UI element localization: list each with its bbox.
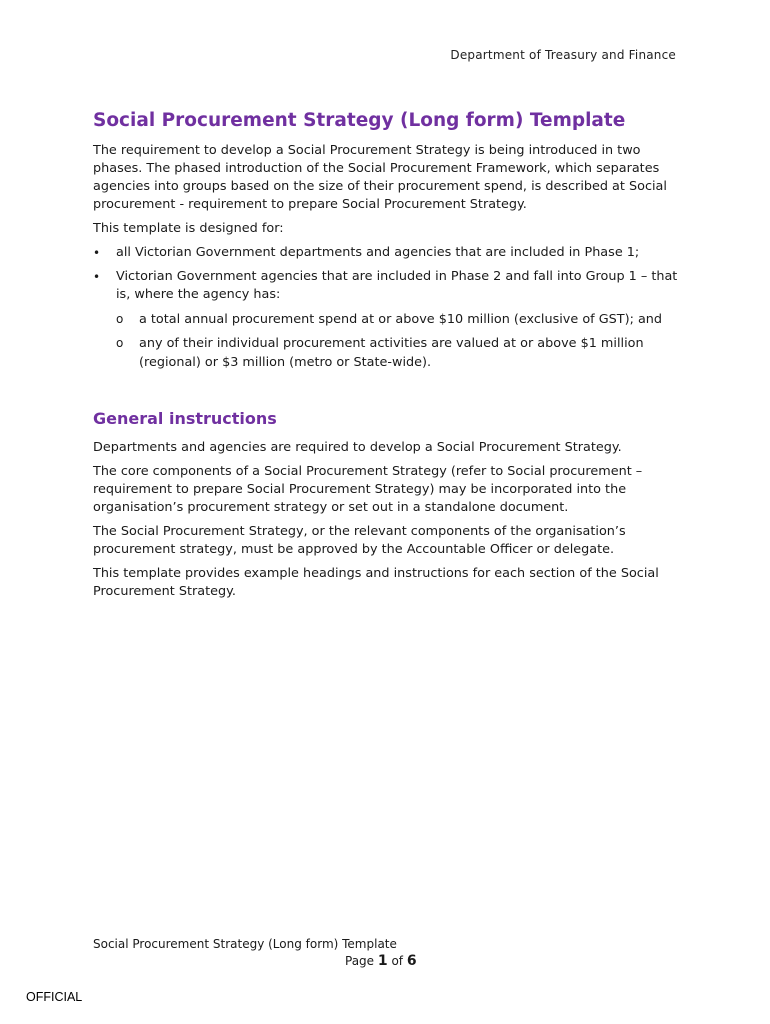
sub-bullet-list: [116, 310, 678, 372]
intro-paragraph: The requirement to develop a Social Procurement Strategy is being introduced in two phases. The phased introduction of the Social Procurement Framework, which separates agencies into groups based on the size of their procurement spend, is described at Social procurement - requirement to prepare Social Procurement Strategy.: [93, 143, 667, 212]
document-body: [93, 108, 678, 607]
header-department: Department of Treasury and Finance: [450, 48, 676, 62]
page-total: 6: [406, 953, 417, 969]
section-spacer: [93, 378, 678, 408]
bullet-item: [93, 244, 678, 262]
page-of: of: [391, 954, 404, 968]
sub-bullet-marker: o: [116, 336, 124, 350]
instructions-paragraph: The core components of a Social Procurement Strategy (refer to Social procurement – requirement to prepare Social Procurement Strategy) may be incorporated into the organisation’s procurement strategy or set out in a standalone document.: [93, 464, 643, 515]
bullet-text: Victorian Government agencies that are included in Phase 2 and fall into Group 1 – that is, where the agency has:: [116, 269, 678, 302]
instructions-paragraph: Departments and agencies are required to develop a Social Procurement Strategy.: [93, 440, 622, 455]
page-current: 1: [377, 953, 388, 969]
instructions-paragraph: This template provides example headings and instructions for each section of the Social Procurement Strategy.: [93, 566, 659, 599]
bullet-marker: •: [93, 270, 101, 284]
footer-page-number: [345, 953, 417, 969]
document-title: Social Procurement Strategy (Long form) Template: [93, 110, 626, 131]
page-prefix: Page: [345, 954, 375, 968]
bullet-text: all Victorian Government departments and agencies that are included in Phase 1;: [116, 245, 640, 260]
bullet-list: [93, 244, 678, 372]
bullet-marker: •: [93, 246, 101, 260]
sub-bullet-marker: o: [116, 312, 124, 326]
sub-bullet-item: [116, 310, 678, 329]
sub-bullet-text: a total annual procurement spend at or above $10 million (exclusive of GST); and: [139, 312, 663, 327]
designed-for-paragraph: This template is designed for:: [93, 221, 284, 236]
general-instructions-heading: General instructions: [93, 409, 277, 428]
bullet-item: [93, 268, 678, 372]
sub-bullet-text: any of their individual procurement activities are valued at or above $1 million (regional) or $3 million (metro or State-wide).: [139, 336, 644, 370]
footer-title: Social Procurement Strategy (Long form) Template: [93, 937, 397, 951]
instructions-paragraph: The Social Procurement Strategy, or the relevant components of the organisation’s procurement strategy, must be approved by the Accountable Officer or delegate.: [93, 524, 626, 557]
classification-label: OFFICIAL: [26, 990, 83, 1004]
sub-bullet-item: [116, 334, 678, 372]
